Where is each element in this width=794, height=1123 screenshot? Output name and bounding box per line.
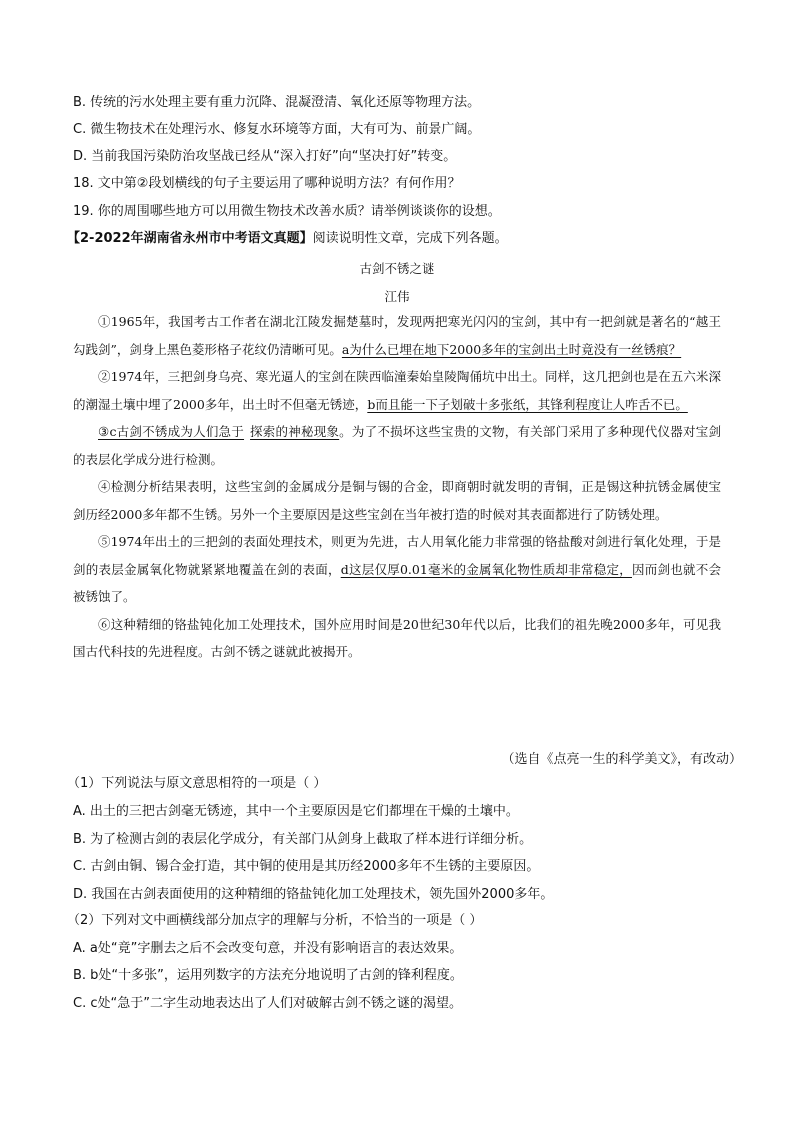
paragraph-1: ①1965年，我国考古工作者在湖北江陵发掘楚墓时，发现两把寒光闪闪的宝剑，其中有一把剑就是著名的“越王勾践剑”，剑身上黑色菱形格子花纹仍清晰可见。a为什么已埋在地下2000多年的宝剑出土时竟没有一丝锈痕？ xyxy=(73,314,721,357)
subquestion-1-option-b: B. 为了检测古剑的表层化学成分，有关部门从剑身上截取了样本进行详细分析。 xyxy=(73,832,533,847)
underline-a: a为什么已埋在地下2000多年的宝剑出土时竟没有一丝锈痕？ xyxy=(341,341,682,357)
underline-d: d这层仅厚0.01毫米的金属氧化物性质却非常稳定， xyxy=(340,561,632,577)
paragraph-4: ④检测分析结果表明，这些宝剑的金属成分是铜与锡的合金，即商朝时就发明的青铜，正是锡这种抗锈金属使宝剑历经2000多年都不生锈。另外一个主要原因是这些宝剑在当年被打造的时候对其表面都进行了防锈处理。 xyxy=(73,479,721,522)
underline-c-2: 探索 xyxy=(250,424,276,439)
underline-b: b而且能一下子划破十多张纸，其锋利程度让人咋舌不已。 xyxy=(367,396,688,412)
paragraph-2: ②1974年，三把剑身乌亮、寒光逼人的宝剑在陕西临潼秦始皇陵陶俑坑中出土。同样，这几把剑也是在五六米深的潮湿土壤中埋了2000多年，出土时不但毫无锈迹，b而且能一下子划破十多张纸，其锋利程度让人咋舌不已。 xyxy=(73,369,721,412)
article-author: 江伟 xyxy=(384,289,410,304)
question-18: 18. 文中第②段划横线的句子主要运用了哪种说明方法？有何作用？ xyxy=(73,176,461,191)
paragraph-6: ⑥这种精细的铬盐钝化加工处理技术，国外应用时间是20世纪30年代以后，比我们的祖先晚2000多年，可见我国古代科技的先进程度。古剑不锈之谜就此被揭开。 xyxy=(73,616,721,659)
paragraph-3: ③c古剑不锈成为人们急于 探索的神秘现象。为了不损坏这些宝贵的文物，有关部门采用了多种现代仪器对宝剑的表层化学成分进行检测。 xyxy=(73,424,721,467)
underline-c-3: 的神秘现象 xyxy=(275,424,340,439)
option-c: C. 微生物技术在处理污水、修复水环境等方面，大有可为、前景广阔。 xyxy=(73,122,481,137)
option-d: D. 当前我国污染防治攻坚战已经从“深入打好”向“坚决打好”转变。 xyxy=(73,149,457,164)
subquestion-2-option-a: A. a处“竟”字删去之后不会改变句意，并没有影响语言的表达效果。 xyxy=(73,941,463,956)
section-tag: 【2-2022年湖南省永州市中考语文真题】 xyxy=(67,231,313,246)
subquestion-1-option-c: C. 古剑由铜、锡合金打造，其中铜的使用是其历经2000多年不生锈的主要原因。 xyxy=(73,859,540,874)
subquestion-1-stem: （1）下列说法与原文意思相符的一项是（ ） xyxy=(67,776,327,791)
section-header xyxy=(67,230,508,248)
underline-c-1: ③c古剑不锈成为人们急于 xyxy=(98,424,245,439)
article-body xyxy=(73,308,721,666)
article-title: 古剑不锈之谜 xyxy=(359,261,435,276)
paragraph-5: ⑤1974年出土的三把剑的表面处理技术，则更为先进，古人用氧化能力非常强的铬盐酸对剑进行氧化处理，于是剑的表层金属氧化物就紧紧地覆盖在剑的表面，d这层仅厚0.01毫米的金属氧化物性质却非常稳定，因而剑也就不会被锈蚀了。 xyxy=(73,534,721,604)
question-19: 19. 你的周围哪些地方可以用微生物技术改善水质？请举例谈谈你的设想。 xyxy=(73,204,501,219)
subquestion-1-option-d: D. 我国在古剑表面使用的这种精细的铬盐钝化加工处理技术，领先国外2000多年。 xyxy=(73,887,554,902)
subquestion-2-option-c: C. c处“急于”二字生动地表达出了人们对破解古剑不锈之谜的渴望。 xyxy=(73,996,462,1011)
option-b: B. 传统的污水处理主要有重力沉降、混凝澄清、氧化还原等物理方法。 xyxy=(73,95,481,110)
source-citation: （选自《点亮一生的科学美文》，有改动） xyxy=(501,752,742,767)
subquestion-2-stem: （2）下列对文中画横线部分加点字的理解与分析，不恰当的一项是（ ） xyxy=(67,913,483,928)
subquestion-2-option-b: B. b处“十多张”，运用列数字的方法充分地说明了古剑的锋利程度。 xyxy=(73,968,463,983)
section-instruction: 阅读说明性文章，完成下列各题。 xyxy=(312,231,508,246)
subquestion-1-option-a: A. 出土的三把古剑毫无锈迹，其中一个主要原因是它们都埋在干燥的土壤中。 xyxy=(73,804,519,819)
